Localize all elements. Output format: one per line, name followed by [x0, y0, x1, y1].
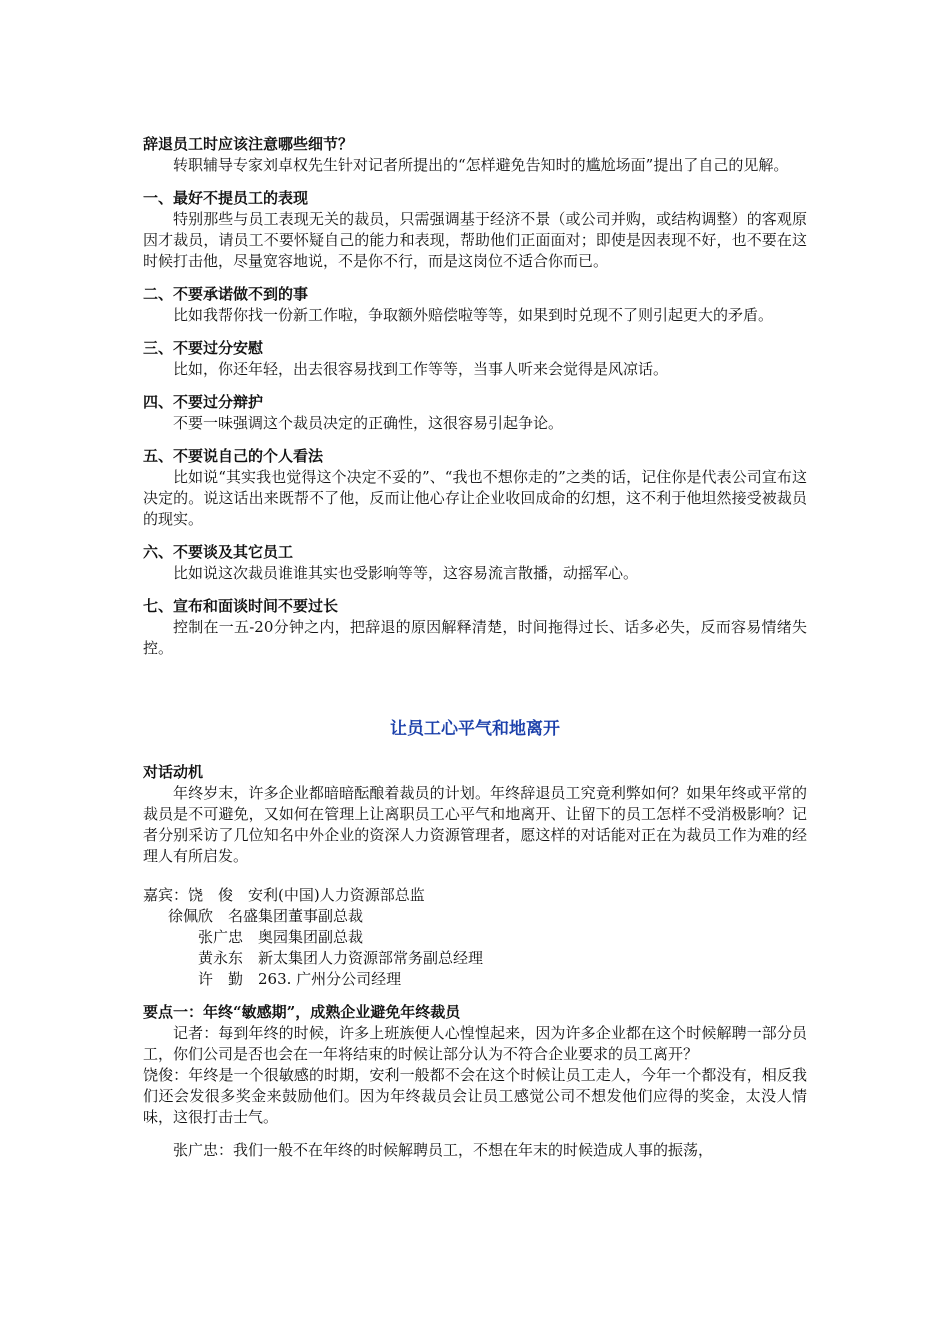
point-heading: 六、不要谈及其它员工 [143, 543, 294, 561]
point-body: 特别那些与员工表现无关的裁员，只需强调基于经济不景（或公司并购，或结构调整）的客观原因才裁员，请员工不要怀疑自己的能力和表现，帮助他们正面面对；即使是因表现不好，也不要在这时候打击他，尽量宽容地说，不是你不行，而是这岗位不适合你而已。 [143, 210, 807, 270]
reporter-question: 记者：每到年终的时候，许多上班族便人心惶惶起来，因为许多企业都在这个时候解聘一部分员工，你们公司是否也会在一年将结束的时候让部分认为不符合企业要求的员工离开？ [143, 1024, 807, 1063]
guest-line: 嘉宾：饶 俊 安利(中国)人力资源部总监 [143, 886, 425, 904]
point-body: 比如说“其实我也觉得这个决定不妥的”、“我也不想你走的”之类的话，记住你是代表公司宣布这决定的。说这话出来既帮不了他，反而让他心存让企业收回成命的幻想，这不利于他坦然接受被裁员的现实。 [143, 468, 807, 528]
point-heading: 三、不要过分安慰 [143, 339, 264, 357]
point-body: 比如，你还年轻，出去很容易找到工作等等，当事人听来会觉得是风凉话。 [173, 360, 669, 378]
point-heading: 五、不要说自己的个人看法 [143, 447, 324, 465]
motive-heading: 对话动机 [143, 763, 204, 781]
keypoint-heading: 要点一：年终“敏感期”，成熟企业避免年终裁员 [143, 1003, 461, 1021]
document-page [143, 134, 807, 1161]
guest-line: 张广忠 奥园集团副总裁 [198, 928, 364, 946]
point-body: 比如我帮你找一份新工作啦，争取额外赔偿啦等等，如果到时兑现不了则引起更大的矛盾。 [173, 306, 774, 324]
motive-body: 年终岁末，许多企业都暗暗酝酿着裁员的计划。年终辞退员工究竟利弊如何？如果年终或平常的裁员是不可避免，又如何在管理上让离职员工心平气和地离开、让留下的员工怎样不受消极影响？记者分别采访了几位知名中外企业的资深人力资源管理者，愿这样的对话能对正在为裁员工作为难的经理人有所启发。 [143, 784, 807, 865]
point-body: 控制在一五-20分钟之内，把辞退的原因解释清楚，时间拖得过长、话多必失，反而容易情绪失控。 [143, 618, 807, 657]
point-heading: 二、不要承诺做不到的事 [143, 285, 309, 303]
section1-title: 辞退员工时应该注意哪些细节？ [143, 135, 354, 153]
point-heading: 四、不要过分辩护 [143, 393, 264, 411]
point-heading: 七、宣布和面谈时间不要过长 [143, 597, 339, 615]
guest-line: 黄永东 新太集团人力资源部常务副总经理 [198, 949, 484, 967]
section1-intro: 转职辅导专家刘卓权先生针对记者所提出的“怎样避免告知时的尴尬场面”提出了自己的见解。 [173, 156, 789, 174]
guest-line: 徐佩欣 名盛集团董事副总裁 [168, 907, 364, 925]
guest-line: 许 勤 263. 广州分公司经理 [198, 970, 402, 988]
point-heading: 一、最好不提员工的表现 [143, 189, 309, 207]
answer-rao: 饶俊：年终是一个很敏感的时期，安利一般都不会在这个时候让员工走人，今年一个都没有，相反我们还会发很多奖金来鼓励他们。因为年终裁员会让员工感觉公司不想发他们应得的奖金，太没人情味，这很打击士气。 [143, 1066, 807, 1126]
answer-zhang: 张广忠：我们一般不在年终的时候解聘员工，不想在年末的时候造成人事的振荡， [173, 1141, 714, 1159]
point-body: 不要一味强调这个裁员决定的正确性，这很容易引起争论。 [173, 414, 564, 432]
section2-title: 让员工心平气和地离开 [390, 719, 560, 739]
point-body: 比如说这次裁员谁谁其实也受影响等等，这容易流言散播，动摇军心。 [173, 564, 639, 582]
